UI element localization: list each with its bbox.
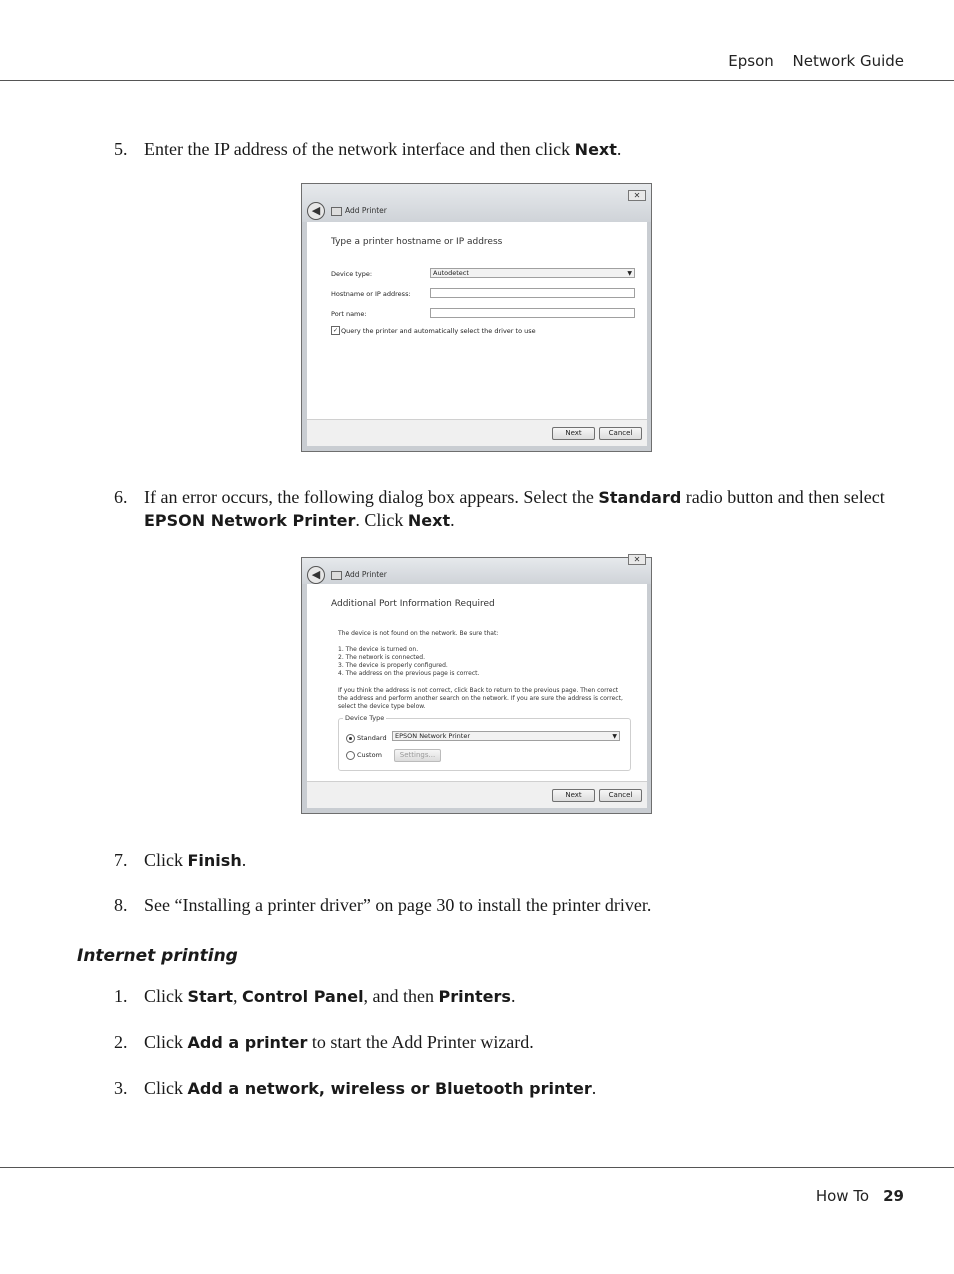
add-printer-dialog-port-info — [301, 557, 652, 814]
footer-rule — [0, 1167, 954, 1168]
dialog-titlebar — [302, 184, 651, 222]
checklist-item: 4. The address on the previous page is correct. — [338, 670, 480, 677]
step-text: See “Installing a printer driver” on page 30 to install the printer driver. — [144, 895, 652, 915]
step-number: 8. — [114, 895, 128, 915]
checklist-item: 3. The device is properly configured. — [338, 662, 448, 669]
close-icon[interactable]: ✕ — [628, 190, 646, 201]
dialog-titlebar — [302, 555, 651, 584]
add-printer-dialog-hostname — [301, 183, 652, 452]
checklist-item: 1. The device is turned on. — [338, 646, 419, 653]
printer-icon — [331, 207, 342, 216]
hostname-label: Hostname or IP address: — [331, 290, 411, 298]
not-found-intro: The device is not found on the network. Be sure that: — [338, 630, 499, 637]
step-6 — [114, 486, 894, 532]
advice-text: the address and perform another search on the network. If you are sure the address is correct, — [338, 695, 623, 702]
cancel-button[interactable]: Cancel — [599, 427, 642, 440]
query-checkbox[interactable]: ✓ — [332, 327, 339, 334]
running-footer — [816, 1187, 904, 1205]
header-doc-title: Network Guide — [792, 52, 904, 70]
header-rule — [0, 80, 954, 81]
footer-section: How To — [815, 1187, 870, 1205]
next-button[interactable]: Next — [552, 789, 595, 802]
internet-step-1 — [114, 985, 894, 1008]
step-text: Click Finish. — [144, 850, 247, 870]
window-title: Add Printer — [345, 206, 387, 215]
step-text: Click Add a printer to start the Add Printer wizard. — [144, 1032, 534, 1052]
standard-device-select[interactable]: EPSON Network Printer ▼ — [392, 731, 620, 741]
dialog-footer — [307, 781, 647, 808]
step-text: If an error occurs, the following dialog box appears. Select the Standard radio button and then select EPSON Network Printer. Click Next. — [144, 487, 885, 530]
dialog-content — [307, 222, 647, 421]
device-type-label: Device type: — [331, 270, 373, 278]
device-type-groupbox — [338, 718, 631, 771]
dialog-content — [307, 584, 647, 784]
step-number: 6. — [114, 487, 128, 507]
step-text: Click Add a network, wireless or Bluetooth printer. — [144, 1078, 597, 1098]
cancel-button[interactable]: Cancel — [599, 789, 642, 802]
dialog-heading: Additional Port Information Required — [331, 599, 495, 609]
standard-radio[interactable] — [346, 734, 355, 743]
internet-step-2 — [114, 1031, 894, 1054]
advice-text: select the device type below. — [338, 703, 426, 710]
step-text: Enter the IP address of the network interface and then click Next. — [144, 139, 622, 159]
internet-step-3 — [114, 1077, 894, 1100]
advice-text: If you think the address is not correct, click Back to return to the previous page. Then correct — [338, 687, 619, 694]
hostname-input[interactable] — [430, 288, 635, 298]
query-checkbox-label: Query the printer and automatically select the driver to use — [341, 327, 536, 335]
step-number: 2. — [114, 1032, 128, 1052]
custom-radio-label: Custom — [357, 751, 382, 759]
step-number: 3. — [114, 1078, 128, 1098]
next-button[interactable]: Next — [552, 427, 595, 440]
step-number: 7. — [114, 850, 128, 870]
port-name-label: Port name: — [331, 310, 367, 318]
page-number: 29 — [883, 1187, 904, 1205]
chevron-down-icon: ▼ — [612, 733, 617, 740]
printer-icon — [331, 571, 342, 580]
window-title: Add Printer — [345, 570, 387, 579]
close-icon[interactable]: ✕ — [628, 554, 646, 565]
settings-button[interactable]: Settings... — [394, 749, 441, 762]
running-header — [728, 52, 904, 70]
back-arrow-icon[interactable]: ◀ — [307, 202, 325, 220]
checklist-item: 2. The network is connected. — [338, 654, 425, 661]
step-7 — [114, 849, 894, 872]
step-text: Click Start, Control Panel, and then Printers. — [144, 986, 516, 1006]
device-type-select[interactable]: Autodetect ▼ — [430, 268, 635, 278]
step-number: 5. — [114, 139, 128, 159]
standard-radio-label: Standard — [357, 734, 387, 742]
header-brand: Epson — [728, 52, 774, 70]
device-type-group-title: Device Type — [345, 714, 385, 722]
dialog-footer — [307, 419, 647, 446]
port-name-input[interactable] — [430, 308, 635, 318]
chevron-down-icon: ▼ — [627, 270, 632, 277]
step-8 — [114, 894, 894, 917]
step-number: 1. — [114, 986, 128, 1006]
step-5 — [114, 138, 894, 161]
dialog-heading: Type a printer hostname or IP address — [331, 237, 503, 247]
custom-radio[interactable] — [346, 751, 355, 760]
back-arrow-icon[interactable]: ◀ — [307, 566, 325, 584]
section-heading: Internet printing — [77, 946, 238, 966]
